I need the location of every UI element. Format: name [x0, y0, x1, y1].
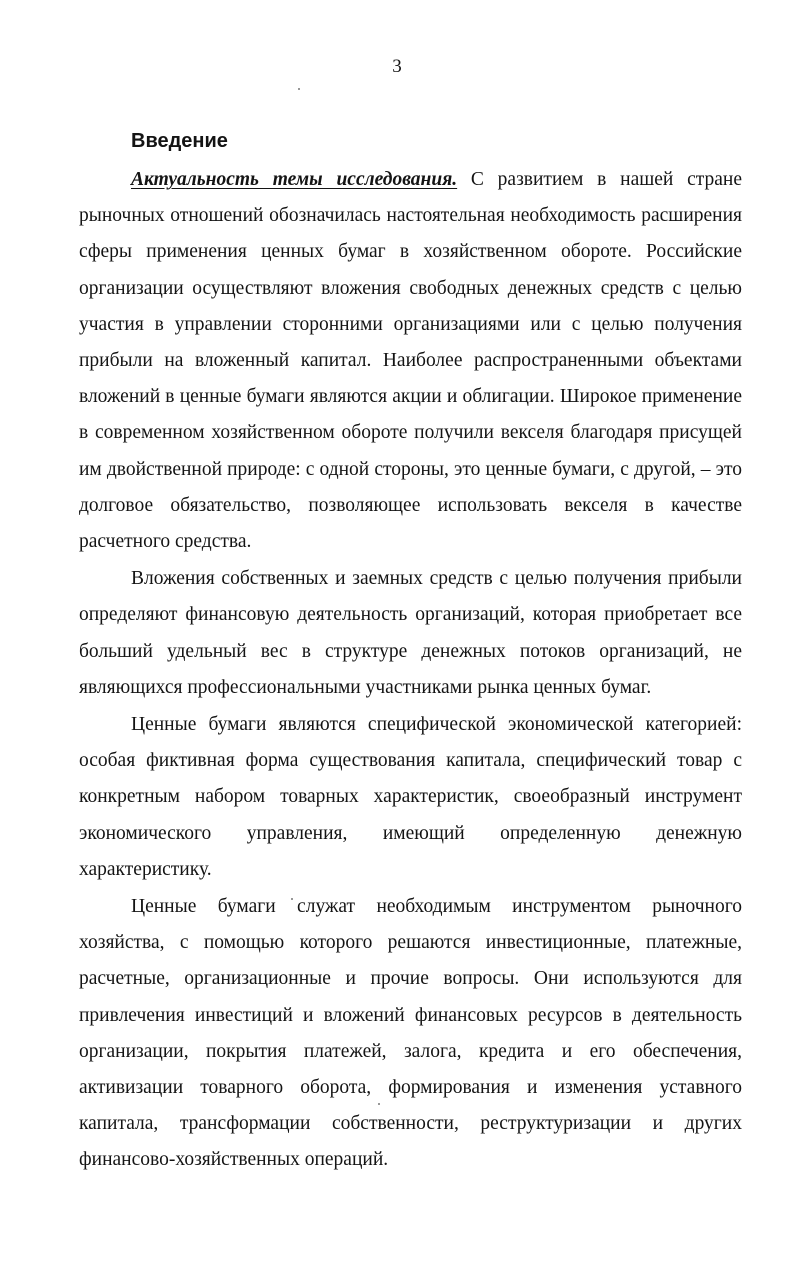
page-number: 3	[392, 56, 402, 77]
paragraph-lead: Актуальность темы исследования.	[131, 169, 458, 190]
document-body	[79, 126, 742, 1179]
section-heading: Введение	[131, 130, 228, 152]
paragraph: Ценные бумаги являются специфической экономической категорией: особая фиктивная форма существования капитала, специфический товар с конкретным набором товарных характеристик, своеобразный инструмент экономического управления, имеющий определенную денежную характеристику.	[79, 714, 742, 880]
paragraph: Ценные бумаги служат необходимым инструментом рыночного хозяйства, с помощью которого решаются инвестиционные, платежные, расчетные, организационные и прочие вопросы. Они используются для привлечения инвестиций и вложений финансовых ресурсов в деятельность организации, покрытия платежей, залога, кредита и его обеспечения, активизации товарного оборота, формирования и изменения уставного капитала, трансформации собственности, реструктуризации и других финансово-хозяйственных операций.	[79, 896, 742, 1171]
paragraph: Вложения собственных и заемных средств с целью получения прибыли определяют финансовую деятельность организаций, которая приобретает все больший удельный вес в структуре денежных потоков организаций, не являющихся профессиональными участниками рынка ценных бумаг.	[79, 568, 742, 698]
scan-speck	[298, 88, 300, 90]
paragraph-relevance	[79, 162, 742, 560]
paragraph-text: С развитием в нашей стране рыночных отношений обозначилась настоятельная необходимость расширения сферы применения ценных бумаг в хозяйственном обороте. Российские организации осуществляют вложения свободных денежных средств с целью участия в управлении сторонними организациями или с целью получения прибыли на вложенный капитал. Наиболее распространенными объектами вложений в ценные бумаги являются акции и облигации. Широкое применение в современном хозяйственном обороте получили векселя благодаря присущей им двойственной природе: с одной стороны, это ценные бумаги, с другой, – это долговое обязательство, позволяющее использовать векселя в качестве расчетного средства.	[79, 169, 743, 553]
